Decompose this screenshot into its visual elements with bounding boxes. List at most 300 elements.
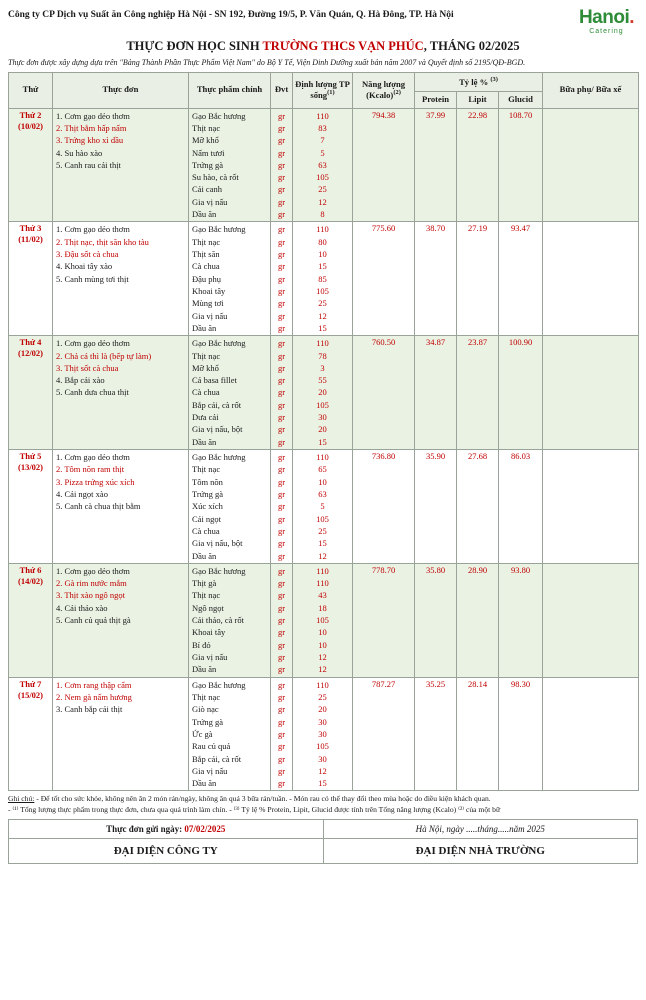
menu-item: 2. Thịt nạc, thịt săn kho tàu — [56, 236, 149, 247]
food-item: Cải thảo, cà rốt — [192, 615, 244, 626]
energy-cell: 760.50 — [353, 336, 415, 450]
quantity-value: 105 — [316, 513, 329, 524]
food-item: Gia vị nấu — [192, 196, 228, 207]
menu-item: 1. Cơm gạo dẻo thơm — [56, 452, 130, 463]
unit-cell — [271, 108, 293, 222]
quantity-value: 12 — [318, 310, 327, 321]
quantity-cell — [293, 108, 353, 222]
quantity-value: 110 — [316, 224, 329, 235]
menu-item-empty — [56, 728, 185, 740]
unit-value: gr — [277, 476, 286, 487]
qty-footnote: (1) — [327, 89, 335, 97]
table-header-row — [9, 73, 639, 92]
quantity-value: 110 — [316, 578, 329, 589]
food-item: Thịt nạc — [192, 350, 221, 361]
unit-value: gr — [277, 236, 286, 247]
lipit-cell: 27.68 — [457, 450, 499, 564]
page-title — [0, 39, 646, 54]
col-extra: Bữa phụ/ Bữa xế — [543, 73, 639, 109]
quantity-value: 110 — [316, 679, 329, 690]
unit-value: gr — [277, 753, 286, 764]
glucid-cell: 108.70 — [499, 108, 543, 222]
unit-value: gr — [277, 184, 286, 195]
menu-item-empty — [56, 285, 185, 297]
food-item: Gia vị nấu, bột — [192, 424, 243, 435]
unit-value: gr — [277, 436, 286, 447]
protein-cell: 35.90 — [415, 450, 457, 564]
sign-school: ĐẠI DIỆN NHÀ TRƯỜNG — [323, 838, 638, 863]
lipit-cell: 27.19 — [457, 222, 499, 336]
unit-value: gr — [277, 664, 286, 675]
quantity-value: 5 — [320, 501, 325, 512]
unit-value: gr — [277, 350, 286, 361]
menu-item-empty — [56, 777, 185, 789]
day-label: Thứ 2 — [19, 109, 42, 120]
unit-value: gr — [277, 550, 286, 561]
quantity-value: 5 — [320, 147, 325, 158]
food-item: Ngô ngọt — [192, 602, 224, 613]
menu-item-empty — [56, 208, 185, 220]
menu-item-empty — [56, 651, 185, 663]
glucid-cell: 100.90 — [499, 336, 543, 450]
extra-cell — [543, 222, 639, 336]
day-cell — [9, 336, 53, 450]
quantity-value: 110 — [316, 110, 329, 121]
menu-item: 5. Canh củ quả thịt gà — [56, 615, 131, 626]
quantity-value: 12 — [318, 196, 327, 207]
menu-item-empty — [56, 626, 185, 638]
energy-footnote: (2) — [393, 89, 401, 97]
food-item: Thịt gà — [192, 578, 217, 589]
col-glucid: Glucid — [499, 91, 543, 108]
menu-item: 1. Cơm gạo dẻo thơm — [56, 338, 130, 349]
quantity-value: 105 — [316, 615, 329, 626]
food-item: Thịt nạc — [192, 590, 221, 601]
quantity-value: 80 — [318, 236, 327, 247]
food-item: Tôm nõn — [192, 476, 223, 487]
menu-item: 3. Đậu sốt cà chua — [56, 249, 119, 260]
logo-dot: . — [629, 7, 634, 28]
col-energy: Năng lượng (Kcalo)$^{(2)}$ — [353, 73, 415, 109]
food-item: Thịt nạc — [192, 464, 221, 475]
col-main-food: Thực phẩm chính — [189, 73, 271, 109]
day-cell — [9, 222, 53, 336]
menu-item-empty — [56, 297, 185, 309]
energy-cell: 794.38 — [353, 108, 415, 222]
menu-item: 1. Cơm gạo dẻo thơm — [56, 565, 130, 576]
unit-value: gr — [277, 110, 286, 121]
col-protein: Protein — [415, 91, 457, 108]
day-cell — [9, 450, 53, 564]
menu-item: 3. Trứng kho xì dầu — [56, 135, 124, 146]
day-cell — [9, 677, 53, 791]
glucid-cell: 98.30 — [499, 677, 543, 791]
unit-value: gr — [277, 399, 286, 410]
sign-company: ĐẠI DIỆN CÔNG TY — [9, 838, 324, 863]
unit-value: gr — [277, 172, 286, 183]
unit-value: gr — [277, 322, 286, 333]
food-item: Mỡ khổ — [192, 135, 219, 146]
menu-item: 5. Canh mùng tơi thịt — [56, 273, 129, 284]
food-item: Mùng tơi — [192, 298, 224, 309]
menu-cell — [53, 108, 189, 222]
food-cell — [189, 108, 271, 222]
footer-notes — [8, 794, 638, 815]
menu-item: 4. Cải thảo xào — [56, 602, 108, 613]
quantity-value: 7 — [320, 135, 325, 146]
table-row — [9, 450, 639, 564]
glucid-cell: 93.80 — [499, 563, 543, 677]
menu-item-empty — [56, 639, 185, 651]
table-row — [9, 108, 639, 222]
document-header — [0, 0, 646, 35]
menu-item: 4. Bắp cải xào — [56, 375, 105, 386]
menu-item-empty — [56, 537, 185, 549]
quantity-value: 110 — [316, 338, 329, 349]
quantity-value: 12 — [318, 664, 327, 675]
food-item: Gia vị nấu — [192, 310, 228, 321]
unit-cell — [271, 222, 293, 336]
unit-cell — [271, 450, 293, 564]
day-date: (10/02) — [17, 120, 44, 131]
food-item: Su hào, cà rốt — [192, 172, 239, 183]
glucid-cell: 93.47 — [499, 222, 543, 336]
col-unit: Đvt — [271, 73, 293, 109]
food-item: Cà chua — [192, 387, 220, 398]
menu-item: 2. Gà rim nước mắm — [56, 578, 127, 589]
quantity-value: 65 — [318, 464, 327, 475]
unit-value: gr — [277, 565, 286, 576]
company-line: Công ty CP Dịch vụ Suất ăn Công nghiệp Hà Nội - SN 192, Đường 19/5, P. Văn Quán, Q. Hà Đông, TP. Hà Nội — [8, 10, 454, 20]
unit-value: gr — [277, 209, 286, 220]
table-row — [9, 563, 639, 677]
food-item: Thịt nạc — [192, 691, 221, 702]
quantity-value: 83 — [318, 122, 327, 133]
logo-subtitle: Catering — [589, 28, 624, 35]
food-item: Gạo Bắc hương — [192, 110, 246, 121]
quantity-value: 20 — [318, 387, 327, 398]
unit-value: gr — [277, 679, 286, 690]
food-item: Dầu ăn — [192, 436, 217, 447]
quantity-cell — [293, 336, 353, 450]
food-item: Trứng gà — [192, 488, 223, 499]
day-label: Thứ 5 — [19, 451, 42, 462]
unit-value: gr — [277, 602, 286, 613]
menu-item-empty — [56, 740, 185, 752]
quantity-value: 10 — [318, 476, 327, 487]
quantity-value: 110 — [316, 565, 329, 576]
quantity-value: 15 — [318, 436, 327, 447]
quantity-value: 105 — [316, 399, 329, 410]
menu-item: 2. Chả cá thì là (bếp tự làm) — [56, 350, 152, 361]
menu-item-empty — [56, 436, 185, 448]
unit-value: gr — [277, 338, 286, 349]
food-item: Mỡ khổ — [192, 362, 219, 373]
unit-value: gr — [277, 375, 286, 386]
extra-cell — [543, 450, 639, 564]
menu-item-empty — [56, 513, 185, 525]
unit-value: gr — [277, 135, 286, 146]
menu-item-empty — [56, 663, 185, 675]
quantity-value: 10 — [318, 639, 327, 650]
quantity-value: 15 — [318, 538, 327, 549]
menu-cell — [53, 450, 189, 564]
quantity-value: 15 — [318, 322, 327, 333]
unit-value: gr — [277, 224, 286, 235]
menu-item: 3. Canh bắp cải thịt — [56, 704, 123, 715]
menu-item: 3. Pizza trứng xúc xích — [56, 476, 135, 487]
protein-cell: 34.87 — [415, 336, 457, 450]
food-item: Rau củ quả — [192, 741, 231, 752]
quantity-cell — [293, 563, 353, 677]
lipit-cell: 28.90 — [457, 563, 499, 677]
food-item: Cà chua — [192, 525, 220, 536]
quantity-value: 105 — [316, 172, 329, 183]
unit-value: gr — [277, 501, 286, 512]
menu-item-empty — [56, 183, 185, 195]
unit-value: gr — [277, 310, 286, 321]
menu-item: 2. Thịt bằm hấp nấm — [56, 122, 127, 133]
unit-value: gr — [277, 362, 286, 373]
day-cell — [9, 108, 53, 222]
food-item: Trứng gà — [192, 159, 223, 170]
place-date-cell — [323, 819, 638, 838]
unit-value: gr — [277, 122, 286, 133]
col-lipit: Lipit — [457, 91, 499, 108]
food-item: Gia vị nấu — [192, 765, 228, 776]
unit-value: gr — [277, 196, 286, 207]
food-item: Gạo Bắc hương — [192, 565, 246, 576]
food-item: Ức gà — [192, 728, 213, 739]
food-item: Giò nạc — [192, 704, 219, 715]
menu-item: 5. Canh cà chua thịt bằm — [56, 501, 141, 512]
menu-item-empty — [56, 310, 185, 322]
menu-item-empty — [56, 716, 185, 728]
day-date: (15/02) — [17, 689, 44, 700]
quantity-value: 25 — [318, 298, 327, 309]
food-item: Trứng gà — [192, 716, 223, 727]
title-suffix: , THÁNG 02/2025 — [423, 39, 520, 53]
food-cell — [189, 222, 271, 336]
food-item: Dầu ăn — [192, 209, 217, 220]
food-item: Cà chua — [192, 261, 220, 272]
food-item: Bắp cải, cà rốt — [192, 399, 242, 410]
unit-value: gr — [277, 285, 286, 296]
day-label: Thứ 3 — [19, 223, 42, 234]
food-item: Bắp cải, cà rốt — [192, 753, 242, 764]
protein-cell: 37.99 — [415, 108, 457, 222]
food-item: Dầu ăn — [192, 550, 217, 561]
unit-value: gr — [277, 387, 286, 398]
unit-value: gr — [277, 639, 286, 650]
sent-date-cell — [9, 819, 324, 838]
quantity-value: 78 — [318, 350, 327, 361]
food-item: Gạo Bắc hương — [192, 679, 246, 690]
unit-value: gr — [277, 159, 286, 170]
table-row — [9, 222, 639, 336]
sent-label: Thực đơn gửi ngày: — [106, 823, 185, 834]
protein-cell: 35.25 — [415, 677, 457, 791]
unit-value: gr — [277, 615, 286, 626]
quantity-value: 25 — [318, 184, 327, 195]
title-prefix: THỰC ĐƠN HỌC SINH — [126, 39, 263, 53]
quantity-value: 30 — [318, 716, 327, 727]
unit-value: gr — [277, 765, 286, 776]
menu-item: 3. Thịt sốt cà chua — [56, 362, 119, 373]
day-date: (11/02) — [18, 234, 43, 245]
quantity-value: 55 — [318, 375, 327, 386]
table-body — [9, 108, 639, 791]
unit-value: gr — [277, 452, 286, 463]
quantity-value: 63 — [318, 159, 327, 170]
menu-item: 4. Su hào xào — [56, 147, 103, 158]
day-label: Thứ 7 — [19, 678, 42, 689]
quantity-value: 15 — [318, 778, 327, 789]
food-item: Cá basa fillet — [192, 375, 237, 386]
food-cell — [189, 450, 271, 564]
table-row — [9, 336, 639, 450]
energy-cell: 775.60 — [353, 222, 415, 336]
quantity-value: 30 — [318, 728, 327, 739]
logo-text: Hanoi. — [578, 7, 634, 28]
day-label: Thứ 4 — [19, 337, 42, 348]
food-item: Gia vị nấu, bột — [192, 538, 243, 549]
unit-value: gr — [277, 298, 286, 309]
menu-item-empty — [56, 423, 185, 435]
food-item: Đậu phụ — [192, 273, 222, 284]
lipit-cell: 22.98 — [457, 108, 499, 222]
food-item: Gạo Bắc hương — [192, 452, 246, 463]
extra-cell — [543, 336, 639, 450]
quantity-value: 63 — [318, 488, 327, 499]
menu-item-empty — [56, 322, 185, 334]
note-line-2: - ⁽¹⁾ Tổng lượng thực phẩm trong thực đơn, chưa qua quá trình làm chín. - ⁽³⁾ Tỷ lệ % Protein, Lipit, Glucid được tính trên Tổng năng lượng (Kcalo) ⁽²⁾ của một bữ — [8, 804, 501, 814]
lipit-cell: 28.14 — [457, 677, 499, 791]
menu-cell — [53, 677, 189, 791]
food-item: Thịt săn — [192, 249, 220, 260]
quantity-value: 85 — [318, 273, 327, 284]
col-menu: Thực đơn — [53, 73, 189, 109]
menu-item-empty — [56, 411, 185, 423]
title-school: TRƯỜNG THCS VẠN PHÚC — [262, 39, 424, 53]
food-item: Dầu ăn — [192, 664, 217, 675]
quantity-value: 18 — [318, 602, 327, 613]
unit-value: gr — [277, 741, 286, 752]
menu-item: 1. Cơm rang thập cẩm — [56, 679, 132, 690]
unit-value: gr — [277, 488, 286, 499]
food-cell — [189, 677, 271, 791]
brand-logo — [579, 8, 638, 35]
menu-item: 5. Canh rau cải thịt — [56, 159, 121, 170]
note-label: Ghi chú: — [8, 794, 35, 804]
menu-item: 4. Khoai tây xào — [56, 261, 113, 272]
food-item: Cải canh — [192, 184, 222, 195]
food-item: Khoai tây — [192, 285, 226, 296]
unit-value: gr — [277, 424, 286, 435]
menu-item: 2. Tôm nõn ram thịt — [56, 464, 125, 475]
lipit-cell: 23.87 — [457, 336, 499, 450]
menu-cell — [53, 336, 189, 450]
extra-cell — [543, 677, 639, 791]
extra-cell — [543, 108, 639, 222]
menu-item-empty — [56, 171, 185, 183]
food-item: Bí đỏ — [192, 639, 211, 650]
food-item: Thịt nạc — [192, 122, 221, 133]
unit-value: gr — [277, 578, 286, 589]
day-date: (12/02) — [17, 348, 44, 359]
menu-item-empty — [56, 765, 185, 777]
unit-value: gr — [277, 513, 286, 524]
food-cell — [189, 336, 271, 450]
quantity-value: 20 — [318, 424, 327, 435]
menu-item: 1. Cơm gạo dẻo thơm — [56, 224, 130, 235]
food-item: Gạo Bắc hương — [192, 224, 246, 235]
food-item: Xúc xích — [192, 501, 223, 512]
energy-cell: 736.80 — [353, 450, 415, 564]
quantity-value: 10 — [318, 249, 327, 260]
unit-value: gr — [277, 464, 286, 475]
day-label: Thứ 6 — [19, 564, 42, 575]
unit-value: gr — [277, 249, 286, 260]
food-item: Nấm tươi — [192, 147, 225, 158]
quantity-cell — [293, 222, 353, 336]
quantity-value: 3 — [320, 362, 325, 373]
menu-item: 2. Nem gà nấm hương — [56, 691, 132, 702]
quantity-value: 20 — [318, 704, 327, 715]
menu-item: 3. Thịt xào ngô ngọt — [56, 590, 126, 601]
unit-value: gr — [277, 538, 286, 549]
place-date: Hà Nội, ngày .....tháng.....năm 2025 — [415, 823, 545, 834]
unit-value: gr — [277, 728, 286, 739]
menu-item-empty — [56, 753, 185, 765]
extra-cell — [543, 563, 639, 677]
unit-value: gr — [277, 273, 286, 284]
unit-value: gr — [277, 261, 286, 272]
quantity-value: 12 — [318, 652, 327, 663]
food-cell — [189, 563, 271, 677]
col-quantity: Định lượng TP sống$^{(1)}$ — [293, 73, 353, 109]
quantity-cell — [293, 677, 353, 791]
protein-cell: 35.80 — [415, 563, 457, 677]
unit-value: gr — [277, 778, 286, 789]
table-row — [9, 677, 639, 791]
unit-value: gr — [277, 691, 286, 702]
note-line-1: - Để tốt cho sức khỏe, không nên ăn 2 món rán/ngày, không ăn quá 3 bữa rán/tuần. - Món rau có thể thay đổi theo mùa hoặc do điều kiện khách quan. — [34, 794, 491, 804]
quantity-value: 25 — [318, 525, 327, 536]
quantity-value: 12 — [318, 550, 327, 561]
col-ratio-group: Tỷ lệ % $^{(3)}$ — [415, 73, 543, 92]
food-item: Cải ngọt — [192, 513, 222, 524]
quantity-value: 30 — [318, 753, 327, 764]
unit-value: gr — [277, 704, 286, 715]
menu-cell — [53, 563, 189, 677]
menu-item-empty — [56, 196, 185, 208]
food-item: Khoai tây — [192, 627, 226, 638]
unit-value: gr — [277, 652, 286, 663]
menu-item: 4. Cải ngọt xào — [56, 488, 108, 499]
quantity-value: 30 — [318, 412, 327, 423]
unit-cell — [271, 336, 293, 450]
col-day: Thứ — [9, 73, 53, 109]
quantity-value: 110 — [316, 452, 329, 463]
energy-cell: 778.70 — [353, 563, 415, 677]
unit-value: gr — [277, 590, 286, 601]
quantity-value: 105 — [316, 285, 329, 296]
unit-value: gr — [277, 716, 286, 727]
day-date: (13/02) — [17, 462, 44, 473]
menu-table — [8, 72, 639, 791]
food-item: Thịt nạc — [192, 236, 221, 247]
